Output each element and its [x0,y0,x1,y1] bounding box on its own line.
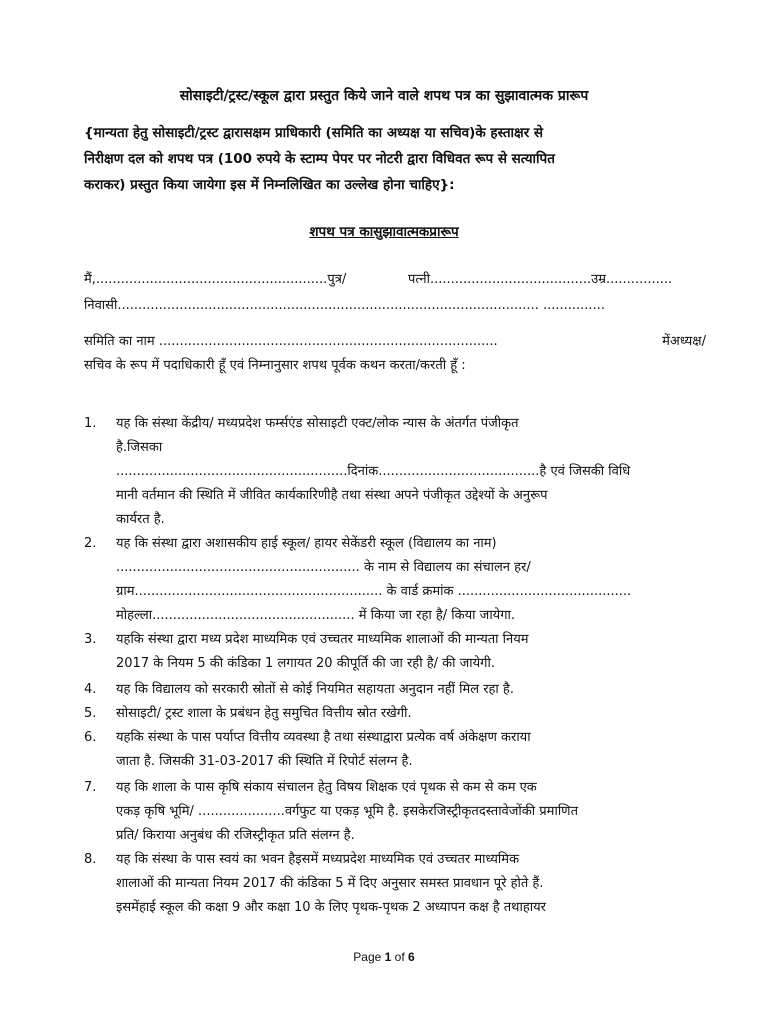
item-line: यह कि संस्था द्वारा अशासकीय हाई स्कूल/ हायर सेकेंडरी स्कूल (विद्यालय का नाम) [116,536,497,551]
item-line: यहकि संस्था के पास पर्याप्त वित्तीय व्यवस्था है तथा संस्थाद्वारा प्रत्येक वर्ष अंकेक्षण कराया [116,730,531,745]
form-name-field: मैं,........................................................पुत्र/ [84,272,347,287]
item-number: 2. [84,536,97,551]
form-line-name [84,270,706,290]
item-line: मोहल्ला................................................. में किया जा रहा है/ किया जायेगा. [116,608,516,623]
item-number: 3. [84,632,97,647]
form-line-oath: सचिव के रूप में पदाधिकारी हूँ एवं निम्नानुसार शपथ पूर्वक कथन करता/करती हूँ : [84,358,466,373]
item-line: है.जिसका [116,440,163,455]
intro-line: कराकर) प्रस्तुत किया जायेगा इस में निम्नलिखित का उल्लेख होना चाहिए}: [84,177,455,193]
item-line: सोसाइटी/ ट्रस्ट शाला के प्रबंधन हेतु समुचित वित्तीय स्रोत रखेगी. [116,706,412,721]
item-number: 4. [84,682,97,697]
item-line: जाता है. जिसकी 31-03-2017 की स्थिति में रिपोर्ट संलग्न है. [116,754,413,769]
item-line: ग्राम............................................................ के वार्ड क्रमांक .......................................... [116,584,632,599]
intro-paragraph [84,120,706,198]
item-line: एकड़ कृषि भूमि/ .....................वर्गफुट या एकड़ भूमि है. इसकेरजिस्ट्रीकृतदस्तावेजोंकी प्रमाणित [116,804,578,819]
item-line: इसमेंहाई स्कूल की कक्षा 9 और कक्षा 10 के लिए पृथक-पृथक 2 अध्यापन कक्ष है तथाहायर [116,900,546,915]
page-current-number: 1 [384,950,392,964]
form-line-committee [84,332,706,352]
item-line: 2017 के नियम 5 की कंडिका 1 लगायत 20 कीपूर्ति की जा रही है/ की जायेगी. [116,656,495,671]
item-number: 6. [84,730,97,745]
form-subtitle: शपथ पत्र कासुझावात्मकप्रारूप [309,224,459,240]
intro-line: निरीक्षण दल को शपथ पत्र (100 रुपये के स्टाम्प पेपर पर नोटरी द्वारा विधिवत रूप से सत्यापित [84,151,555,167]
document-title: सोसाइटी/ट्रस्ट/स्कूल द्वारा प्रस्तुत किये जाने वाले शपथ पत्र का सुझावात्मक प्रारूप [179,88,589,104]
page-label: Page [353,950,385,964]
item-line: प्रति/ किराया अनुबंध की रजिस्ट्रीकृत प्रति संलग्न है. [116,828,355,843]
page-footer [0,950,768,964]
item-line: कार्यरत है. [116,512,165,527]
form-committee-field: समिति का नाम .................................................................................. [84,334,498,349]
intro-line: {मान्यता हेतु सोसाइटी/ट्रस्ट द्वारासक्षम प्राधिकारी (समिति का अध्यक्ष या सचिव)के हस्ताक्षर से [84,125,544,141]
item-number: 5. [84,706,97,721]
item-line: मानी वर्तमान की स्थिति में जीवित कार्यकारिणीहै तथा संस्था अपने पंजीकृत उद्देश्यों के अनुरूप [116,488,548,503]
page-total-number: 6 [408,950,415,964]
item-line: यह कि शाला के पास कृषि संकाय संचालन हेतु विषय शिक्षक एवं पृथक से कम से कम एक [116,780,537,795]
item-line: यहकि संस्था द्वारा मध्य प्रदेश माध्यमिक एवं उच्चतर माध्यमिक शालाओं की मान्यता नियम [116,632,529,647]
item-line: यह कि संस्था के पास स्वयं का भवन हैइसमें मध्यप्रदेश माध्यमिक एवं उच्चतर माध्यमिक [116,852,520,867]
form-role-text: मेंअध्यक्ष/ [662,334,706,349]
form-line-residence: निवासी...................................................................................................... ............... [84,298,605,313]
item-line: यह कि विद्यालय को सरकारी स्रोतों से कोई नियमित सहायता अनुदान नहीं मिल रहा है. [116,682,514,697]
item-number: 1. [84,416,97,431]
item-line: ........................................................... के नाम से विद्यालय का संचालन हर/ [116,560,531,575]
form-spouse-age-field: पत्नी.......................................उम्र................ [408,272,673,287]
item-line: शालाओं की मान्यता नियम 2017 की कंडिका 5 में दिए अनुसार समस्त प्रावधान पूरे होते हैं. [116,876,544,891]
item-line: ........................................................दिनांक.......................................है एवं जिसकी विधि [116,464,631,479]
item-number: 7. [84,780,97,795]
item-number: 8. [84,852,97,867]
page-of-label: of [391,950,409,964]
item-line: यह कि संस्था केंद्रीय/ मध्यप्रदेश फर्म्सएंड सोसाइटी एक्ट/लोक न्यास के अंतर्गत पंजीकृत [116,416,519,431]
